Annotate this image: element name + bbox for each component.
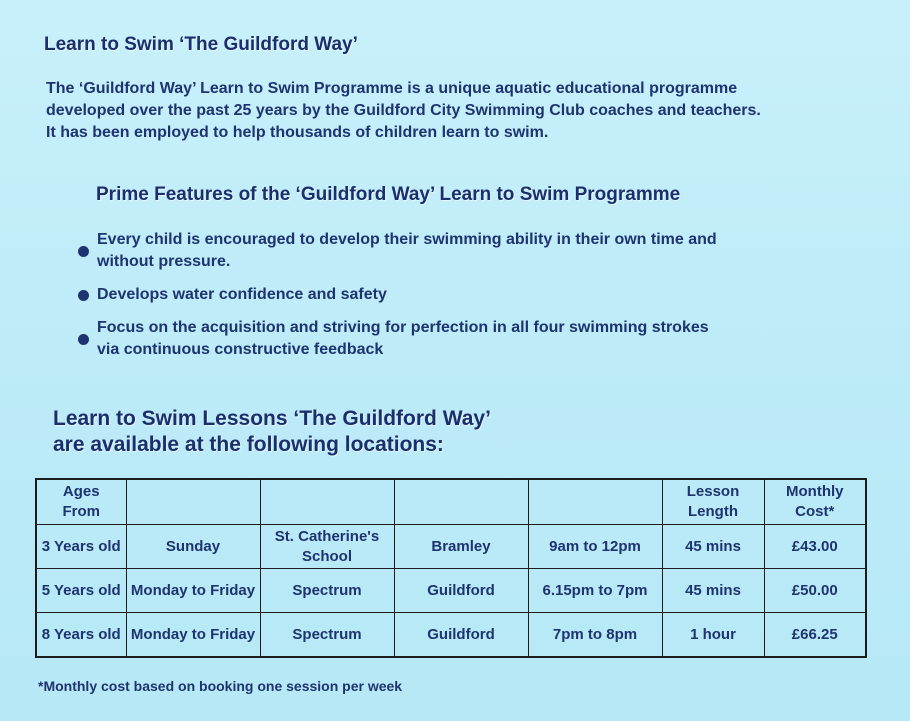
cell-location: Bramley [394, 525, 528, 569]
cell-length: 45 mins [662, 569, 764, 613]
cell-length: 1 hour [662, 613, 764, 658]
cell-cost: £66.25 [764, 613, 866, 658]
header-monthly-cost: Monthly Cost* [764, 479, 866, 525]
feature-text [97, 317, 709, 361]
feature-line: Develops water confidence and safety [97, 286, 387, 303]
cell-venue: St. Catherine's School [260, 525, 394, 569]
feature-item [78, 284, 838, 306]
header-empty [126, 479, 260, 525]
lessons-table [35, 478, 867, 658]
feature-line: Every child is encouraged to develop their swimming ability in their own time and [97, 231, 717, 248]
feature-line: via continuous constructive feedback [97, 341, 384, 358]
table-row [36, 525, 866, 569]
cell-length: 45 mins [662, 525, 764, 569]
intro-line: It has been employed to help thousands of children learn to swim. [46, 124, 549, 141]
intro-paragraph [46, 78, 886, 144]
cell-cost: £50.00 [764, 569, 866, 613]
table-row [36, 569, 866, 613]
feature-line: without pressure. [97, 253, 231, 270]
cell-time: 7pm to 8pm [528, 613, 662, 658]
cell-days: Sunday [126, 525, 260, 569]
cell-location: Guildford [394, 569, 528, 613]
header-lesson-length: Lesson Length [662, 479, 764, 525]
locations-title [53, 406, 491, 458]
intro-line: The ‘Guildford Way’ Learn to Swim Programme is a unique aquatic educational programme [46, 80, 738, 97]
cell-age: 5 Years old [36, 569, 126, 613]
feature-item [78, 229, 838, 273]
bullet-icon [78, 246, 89, 257]
cell-time: 6.15pm to 7pm [528, 569, 662, 613]
cell-cost: £43.00 [764, 525, 866, 569]
feature-text [97, 284, 387, 306]
cell-days: Monday to Friday [126, 613, 260, 658]
feature-text [97, 229, 717, 273]
locations-title-line: are available at the following locations: [53, 433, 444, 456]
header-empty [260, 479, 394, 525]
cell-time: 9am to 12pm [528, 525, 662, 569]
table-header-row [36, 479, 866, 525]
cell-venue: Spectrum [260, 569, 394, 613]
locations-title-line: Learn to Swim Lessons ‘The Guildford Way’ [53, 407, 491, 430]
intro-line: developed over the past 25 years by the Guildford City Swimming Club coaches and teachers. [46, 102, 761, 119]
header-ages-from: Ages From [36, 479, 126, 525]
cell-age: 3 Years old [36, 525, 126, 569]
feature-line: Focus on the acquisition and striving for perfection in all four swimming strokes [97, 319, 709, 336]
header-empty [528, 479, 662, 525]
table-row [36, 613, 866, 658]
cell-location: Guildford [394, 613, 528, 658]
bullet-icon [78, 290, 89, 301]
feature-item [78, 317, 838, 361]
cell-days: Monday to Friday [126, 569, 260, 613]
footnote: *Monthly cost based on booking one session per week [38, 678, 403, 694]
cell-venue: Spectrum [260, 613, 394, 658]
features-title: Prime Features of the ‘Guildford Way’ Learn to Swim Programme [96, 184, 681, 205]
header-empty [394, 479, 528, 525]
main-title: Learn to Swim ‘The Guildford Way’ [44, 34, 358, 55]
cell-age: 8 Years old [36, 613, 126, 658]
bullet-icon [78, 334, 89, 345]
